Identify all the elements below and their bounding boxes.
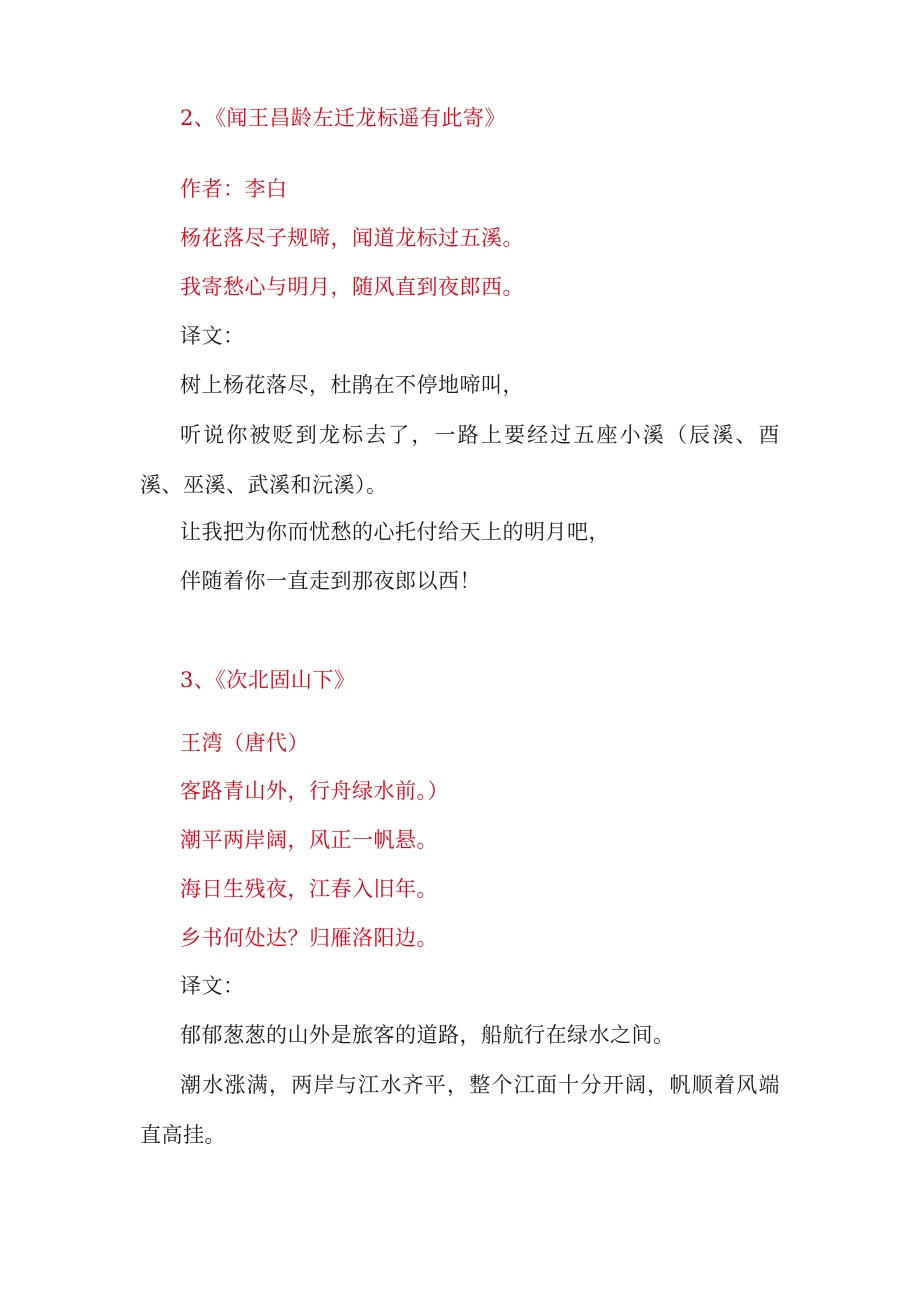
poem2-translation-1: 树上杨花落尽，杜鹃在不停地啼叫， (180, 373, 524, 397)
poem2-line-2: 我寄愁心与明月，随风直到夜郎西。 (180, 275, 524, 299)
poem3-line-2: 潮平两岸阔，风正一帆悬。 (180, 828, 438, 852)
poem2-line-1: 杨花落尽子规啼，闻道龙标过五溪。 (180, 226, 524, 250)
poem3-line-1: 客路青山外，行舟绿水前。） (180, 779, 449, 803)
poem2-translation-label: 译文： (180, 324, 245, 348)
poem2-translation-3: 让我把为你而忧愁的心托付给天上的明月吧， (180, 520, 610, 544)
poem2-author: 作者：李白 (180, 177, 288, 201)
poem3-translation-1: 郁郁葱葱的山外是旅客的道路，船航行在绿水之间。 (180, 1023, 675, 1047)
poem3-line-3: 海日生残夜，江春入旧年。 (180, 877, 438, 901)
poem3-title: 3、《次北固山下》 (180, 668, 356, 692)
poem3-translation-label: 译文： (180, 974, 245, 998)
poem3-author: 王湾（唐代） (180, 731, 309, 755)
poem3-line-4: 乡书何处达？归雁洛阳边。 (180, 926, 438, 950)
poem2-translation-2: 听说你被贬到龙标去了，一路上要经过五座小溪（辰溪、酉溪、巫溪、武溪和沅溪）。 (140, 423, 780, 497)
poem2-title: 2、《闻王昌龄左迁龙标遥有此寄》 (180, 106, 506, 130)
poem3-translation-2: 潮水涨满，两岸与江水齐平，整个江面十分开阔，帆顺着风端直高挂。 (140, 1073, 780, 1147)
poem2-translation-4: 伴随着你一直走到那夜郎以西！ (180, 569, 481, 593)
